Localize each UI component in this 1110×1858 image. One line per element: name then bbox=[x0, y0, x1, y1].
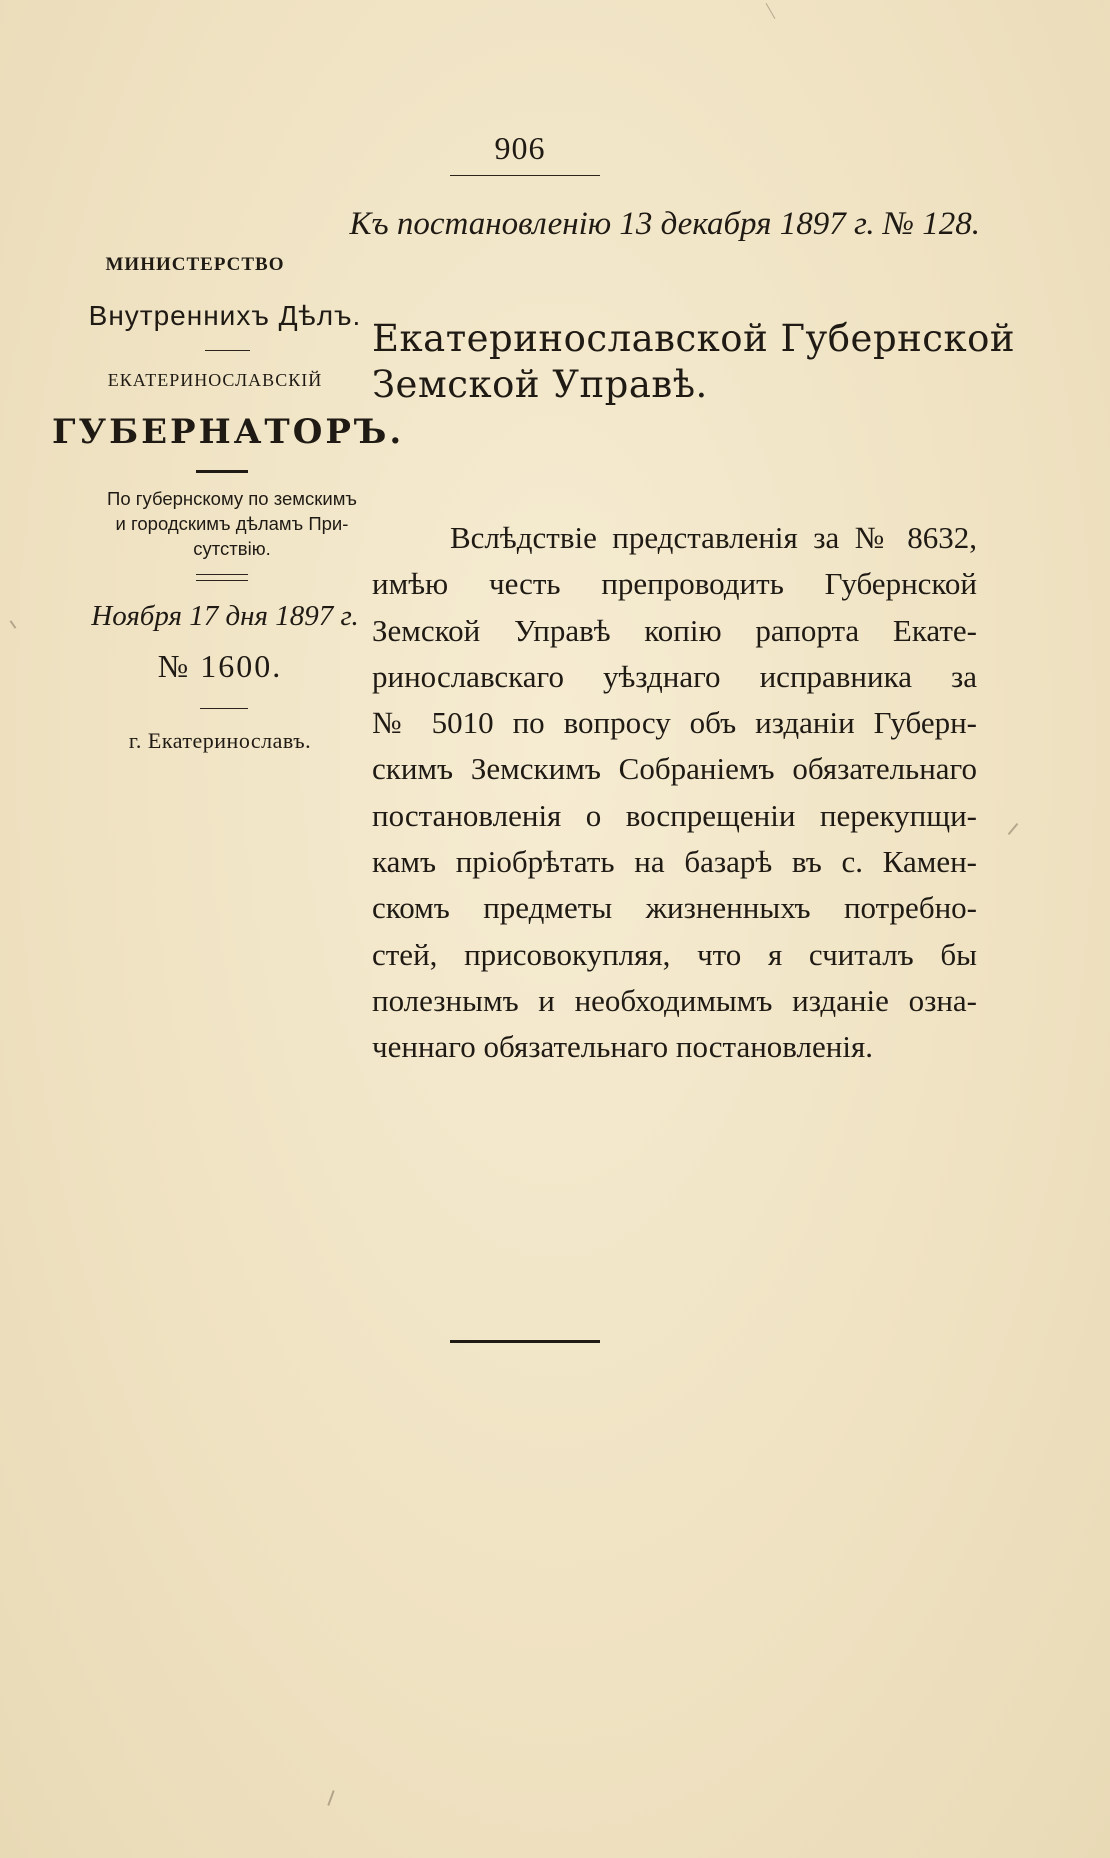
body-line: камъ пріобрѣтать на базарѣ въ с. Камен- bbox=[372, 844, 977, 880]
letter-number: № 1600. bbox=[157, 648, 283, 684]
addressee-line: Земской Управѣ. bbox=[372, 363, 708, 406]
paper-speck bbox=[327, 1790, 334, 1806]
body-line: постановленія о воспрещеніи перекупщи- bbox=[372, 797, 977, 833]
body-line: скимъ Земскимъ Собраніемъ обязательнаго bbox=[372, 751, 977, 787]
paper-speck bbox=[10, 620, 17, 629]
end-rule bbox=[450, 1340, 600, 1343]
body-line: ринославскаго уѣзднаго исправника за bbox=[372, 658, 977, 694]
page-number-rule bbox=[450, 175, 600, 176]
body-line: ченнаго обязательнаго постановленія. bbox=[372, 1029, 873, 1065]
body-line: скомъ предметы жизненныхъ потребно- bbox=[372, 890, 977, 926]
body-line: имѣю честь препроводить Губернской bbox=[372, 566, 977, 602]
department-line: сутствію. bbox=[193, 538, 271, 559]
body-line: № 5010 по вопросу объ изданіи Губерн- bbox=[372, 705, 977, 741]
page-number: 906 bbox=[494, 130, 546, 166]
letter-city: г. Екатеринославъ. bbox=[128, 728, 312, 753]
body-line: Вслѣдствіе представленія за № 8632, bbox=[450, 520, 977, 555]
department-line: По губернскому по земскимъ bbox=[107, 488, 357, 509]
department-block bbox=[72, 486, 392, 561]
addressee-line: Екатеринославской Губернской bbox=[372, 317, 1016, 360]
body-line: стей, присовокупляя, что я считалъ бы bbox=[372, 936, 977, 972]
ministry-name: Внутреннихъ Дѣлъ. bbox=[88, 300, 362, 331]
department-line: и городскимъ дѣламъ При- bbox=[115, 513, 349, 534]
body-line: полезнымъ и необходимымъ изданіе озна- bbox=[372, 982, 977, 1018]
ministry-rule bbox=[205, 350, 250, 351]
governor-rule bbox=[196, 470, 248, 473]
reference-line: Къ постановленію 13 декабря 1897 г. № 128. bbox=[349, 206, 980, 242]
paper-speck bbox=[1008, 823, 1019, 835]
governor-title: ГУБЕРНАТОРЪ. bbox=[52, 412, 405, 452]
body-line: Земской Управѣ копію рапорта Екате- bbox=[372, 612, 977, 648]
letter-body bbox=[372, 515, 977, 1071]
ministry-caps: МИНИСТЕРСТВО bbox=[105, 254, 285, 275]
paper-speck bbox=[766, 3, 776, 19]
governor-caps: ЕКАТЕРИНОСЛАВСКІЙ bbox=[107, 370, 323, 390]
department-double-rule bbox=[196, 574, 248, 581]
letter-date: Ноября 17 дня 1897 г. bbox=[91, 600, 359, 632]
addressee-block bbox=[372, 316, 1016, 408]
number-rule bbox=[200, 708, 248, 709]
